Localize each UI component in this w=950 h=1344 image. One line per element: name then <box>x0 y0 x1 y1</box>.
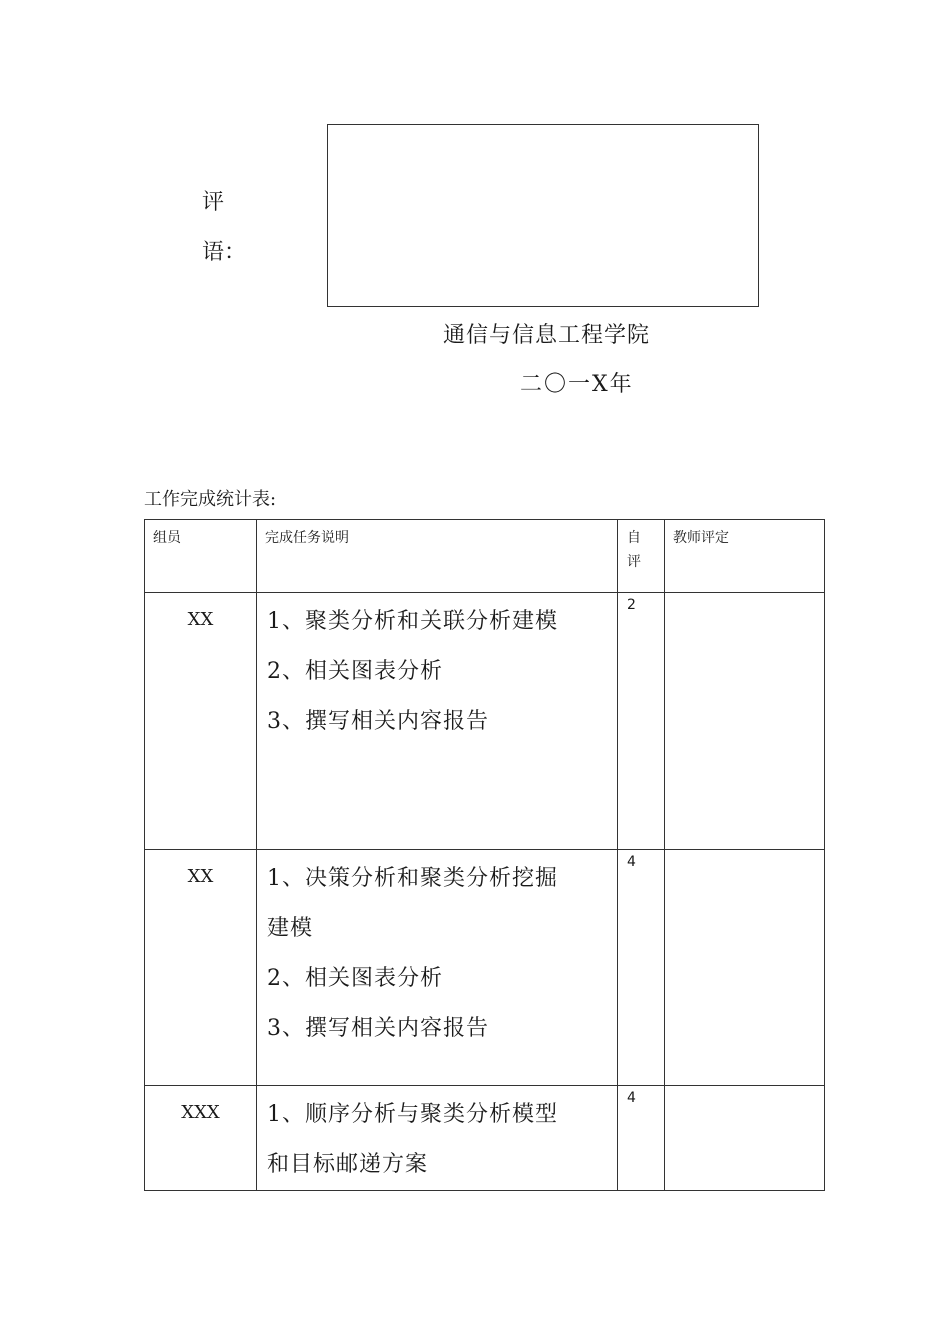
teacher-score-cell[interactable] <box>665 850 825 1086</box>
member-cell: XX <box>145 593 257 850</box>
task-line: 1、聚类分析和关联分析建模 <box>267 609 558 634</box>
table-header-row <box>145 520 825 593</box>
member-cell: XXX <box>145 1086 257 1191</box>
table-row <box>145 850 825 1086</box>
self-score-cell: 4 <box>618 1086 665 1191</box>
school-name: 通信与信息工程学院 <box>443 323 651 348</box>
header-self-eval-line-2: 评 <box>627 554 641 570</box>
header-teacher: 教师评定 <box>665 520 825 593</box>
tasks-cell <box>257 593 618 850</box>
table-title: 工作完成统计表: <box>144 489 277 510</box>
task-line: 3、撰写相关内容报告 <box>267 1016 489 1041</box>
work-stats-table <box>144 519 825 1191</box>
task-line: 1、决策分析和聚类分析挖掘 <box>267 866 558 891</box>
comment-box[interactable] <box>327 124 759 307</box>
header-self-eval <box>618 520 665 593</box>
self-score-cell: 4 <box>618 850 665 1086</box>
comment-label-char-1: 评 <box>202 190 225 215</box>
task-line: 建模 <box>267 916 314 941</box>
comment-label <box>202 178 247 278</box>
task-line: 3、撰写相关内容报告 <box>267 709 489 734</box>
member-cell: XX <box>145 850 257 1086</box>
table-row <box>145 593 825 850</box>
tasks-cell <box>257 850 618 1086</box>
task-line: 2、相关图表分析 <box>267 966 443 991</box>
year-text: 二〇一X年 <box>520 372 634 397</box>
teacher-score-cell[interactable] <box>665 1086 825 1191</box>
comment-label-char-2: 语： <box>202 240 247 265</box>
teacher-score-cell[interactable] <box>665 593 825 850</box>
task-line: 和目标邮递方案 <box>267 1152 429 1177</box>
table-row <box>145 1086 825 1191</box>
task-line: 2、相关图表分析 <box>267 659 443 684</box>
header-tasks: 完成任务说明 <box>257 520 618 593</box>
header-member: 组员 <box>145 520 257 593</box>
self-score-cell: 2 <box>618 593 665 850</box>
header-self-eval-line-1: 自 <box>627 530 641 546</box>
tasks-cell <box>257 1086 618 1191</box>
task-line: 1、顺序分析与聚类分析模型 <box>267 1102 558 1127</box>
